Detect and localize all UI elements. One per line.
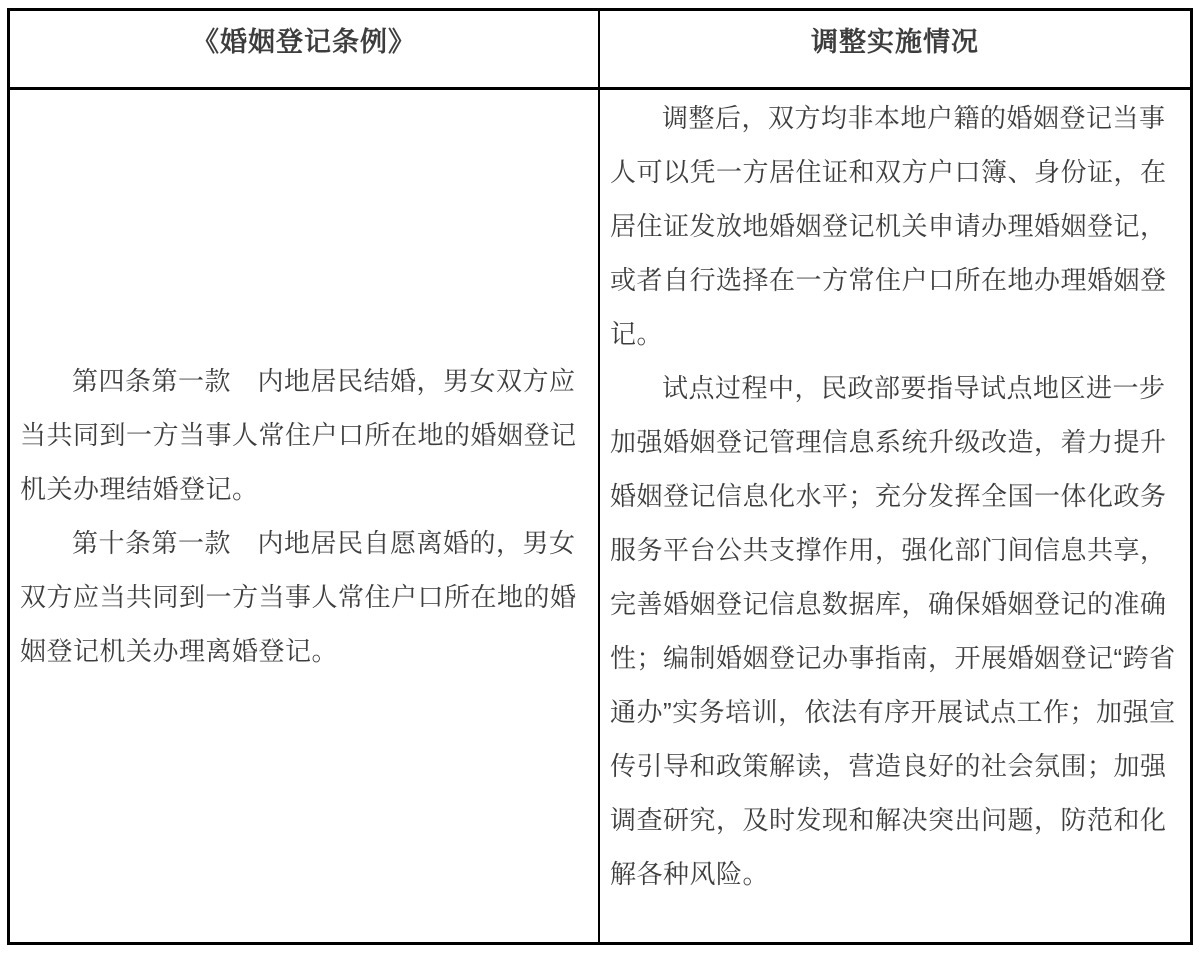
comparison-table [7, 8, 1193, 945]
table-header-row [10, 11, 1190, 90]
implementation-cell [600, 90, 1190, 942]
regulation-paragraph-article10: 第十条第一款 内地居民自愿离婚的，男女双方应当共同到一方当事人常住户口所在地的婚姻登记机关办理离婚登记。 [20, 528, 577, 666]
regulation-cell [10, 90, 600, 942]
implementation-paragraph-adjustment: 调整后，双方均非本地户籍的婚姻登记当事人可以凭一方居住证和双方户口簿、身份证，在居住证发放地婚姻登记机关申请办理婚姻登记，或者自行选择在一方常住户口所在地办理婚姻登记。 [610, 103, 1167, 349]
header-regulation-title: 《婚姻登记条例》 [10, 11, 600, 87]
header-implementation-title: 调整实施情况 [811, 27, 979, 57]
regulation-paragraph-article4: 第四条第一款 内地居民结婚，男女双方应当共同到一方当事人常住户口所在地的婚姻登记机关办理结婚登记。 [20, 366, 577, 504]
implementation-paragraph-pilot: 试点过程中，民政部要指导试点地区进一步加强婚姻登记管理信息系统升级改造，着力提升婚姻登记信息化水平；充分发挥全国一体化政务服务平台公共支撑作用，强化部门间信息共享，完善婚姻登记信息数据库，确保婚姻登记的准确性；编制婚姻登记办事指南，开展婚姻登记“跨省通办”实务培训，依法有序开展试点工作；加强宣传引导和政策解读，营造良好的社会氛围；加强调查研究，及时发现和解决突出问题，防范和化解各种风险。 [610, 373, 1176, 889]
table-body-row [10, 90, 1190, 942]
